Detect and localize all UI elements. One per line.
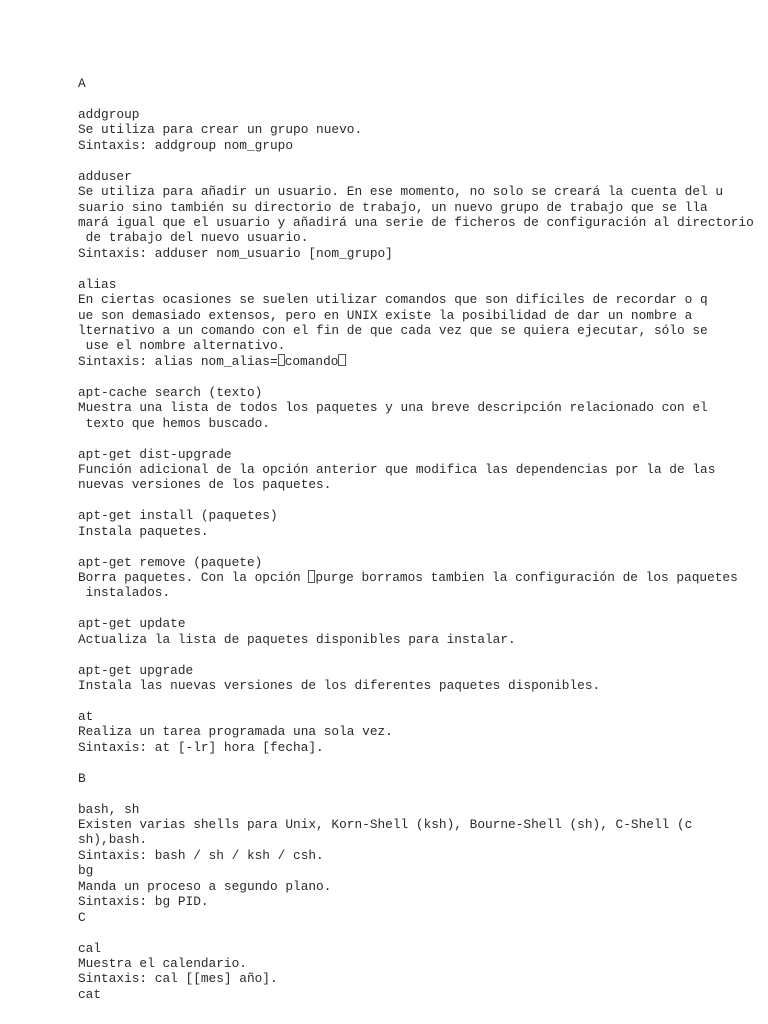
text-line: mará igual que el usuario y añadirá una serie de ficheros de configuración al directorio bbox=[78, 214, 754, 230]
text-line: instalados. bbox=[78, 585, 171, 601]
text-line: apt-get remove (paquete) bbox=[78, 554, 263, 570]
text-line: Sintaxis: at [-lr] hora [fecha]. bbox=[78, 739, 324, 755]
text-line: nuevas versiones de los paquetes. bbox=[78, 477, 332, 493]
text-line: Realiza un tarea programada una sola vez. bbox=[78, 724, 393, 740]
blank-line bbox=[78, 694, 754, 709]
text-line: addgroup bbox=[78, 106, 140, 122]
text-line: Manda un proceso a segundo plano. bbox=[78, 878, 332, 894]
text-line: Instala paquetes. bbox=[78, 523, 209, 539]
text-line: apt-get upgrade bbox=[78, 662, 194, 678]
text-line: adduser bbox=[78, 168, 132, 184]
text-line: de trabajo del nuevo usuario. bbox=[78, 230, 309, 246]
text-line: Muestra una lista de todos los paquetes y una breve descripción relacionado con el bbox=[78, 400, 708, 416]
blank-line bbox=[78, 786, 754, 801]
text-line: Sintaxis: bg PID. bbox=[78, 894, 209, 910]
text-line: A bbox=[78, 76, 86, 91]
blank-line bbox=[78, 431, 754, 446]
text-line: Sintaxis: adduser nom_usuario [nom_grupo] bbox=[78, 245, 393, 261]
missing-glyph-box bbox=[278, 354, 285, 366]
blank-line bbox=[78, 261, 754, 276]
text-line: Se utiliza para crear un grupo nuevo. bbox=[78, 122, 363, 138]
text-line: Función adicional de la opción anterior que modifica las dependencias por la de las bbox=[78, 461, 716, 477]
text-line: En ciertas ocasiones se suelen utilizar comandos que son difíciles de recordar o q bbox=[78, 292, 708, 308]
blank-line bbox=[78, 601, 754, 616]
text-line: Sintaxis: addgroup nom_grupo bbox=[78, 137, 294, 153]
text-line: texto que hemos buscado. bbox=[78, 415, 270, 431]
text-line: Muestra el calendario. bbox=[78, 955, 247, 971]
text-line: Sintaxis: cal [[mes] año]. bbox=[78, 971, 278, 987]
text-line: bg bbox=[78, 863, 94, 879]
text-line: Se utiliza para añadir un usuario. En ese momento, no solo se creará la cuenta del u bbox=[78, 184, 724, 200]
text-line: C bbox=[78, 909, 86, 925]
text-line: alias bbox=[78, 276, 117, 292]
text-line: Instala las nuevas versiones de los diferentes paquetes disponibles. bbox=[78, 678, 601, 694]
text-line: apt-cache search (texto) bbox=[78, 384, 263, 400]
text-line: ue son demasiado extensos, pero en UNIX existe la posibilidad de dar un nombre a bbox=[78, 307, 693, 323]
missing-glyph-box bbox=[338, 354, 345, 366]
document-text bbox=[78, 76, 754, 1002]
text-line: sh),bash. bbox=[78, 832, 148, 848]
blank-line bbox=[78, 925, 754, 940]
text-line: Actualiza la lista de paquetes disponibles para instalar. bbox=[78, 631, 516, 647]
text-line: Sintaxis: alias nom_alias= comando bbox=[78, 354, 754, 369]
text-line: Existen varias shells para Unix, Korn-Shell (ksh), Bourne-Shell (sh), C-Shell (c bbox=[78, 817, 693, 832]
text-line: Borra paquetes. Con la opción purge borramos tambien la configuración de los paquetes bbox=[78, 570, 738, 585]
text-line: apt-get update bbox=[78, 616, 186, 632]
text-line: lternativo a un comando con el fin de que cada vez que se quiera ejecutar, sólo se bbox=[78, 323, 708, 338]
text-line: bash, sh bbox=[78, 801, 140, 817]
text-line: Sintaxis: bash / sh / ksh / csh. bbox=[78, 847, 324, 863]
blank-line bbox=[78, 91, 754, 106]
blank-line bbox=[78, 539, 754, 554]
text-line: use el nombre alternativo. bbox=[78, 338, 286, 354]
text-line: cat bbox=[78, 986, 102, 1002]
text-line: B bbox=[78, 770, 86, 786]
text-line: cal bbox=[78, 940, 102, 956]
blank-line bbox=[78, 493, 754, 508]
missing-glyph-box bbox=[308, 570, 315, 582]
text-line: apt-get dist-upgrade bbox=[78, 446, 232, 462]
blank-line bbox=[78, 647, 754, 662]
text-line: suario sino también su directorio de trabajo, un nuevo grupo de trabajo que se lla bbox=[78, 199, 708, 215]
blank-line bbox=[78, 755, 754, 770]
text-line: at bbox=[78, 708, 94, 724]
blank-line bbox=[78, 369, 754, 384]
blank-line bbox=[78, 153, 754, 168]
text-line: apt-get install (paquetes) bbox=[78, 508, 278, 524]
